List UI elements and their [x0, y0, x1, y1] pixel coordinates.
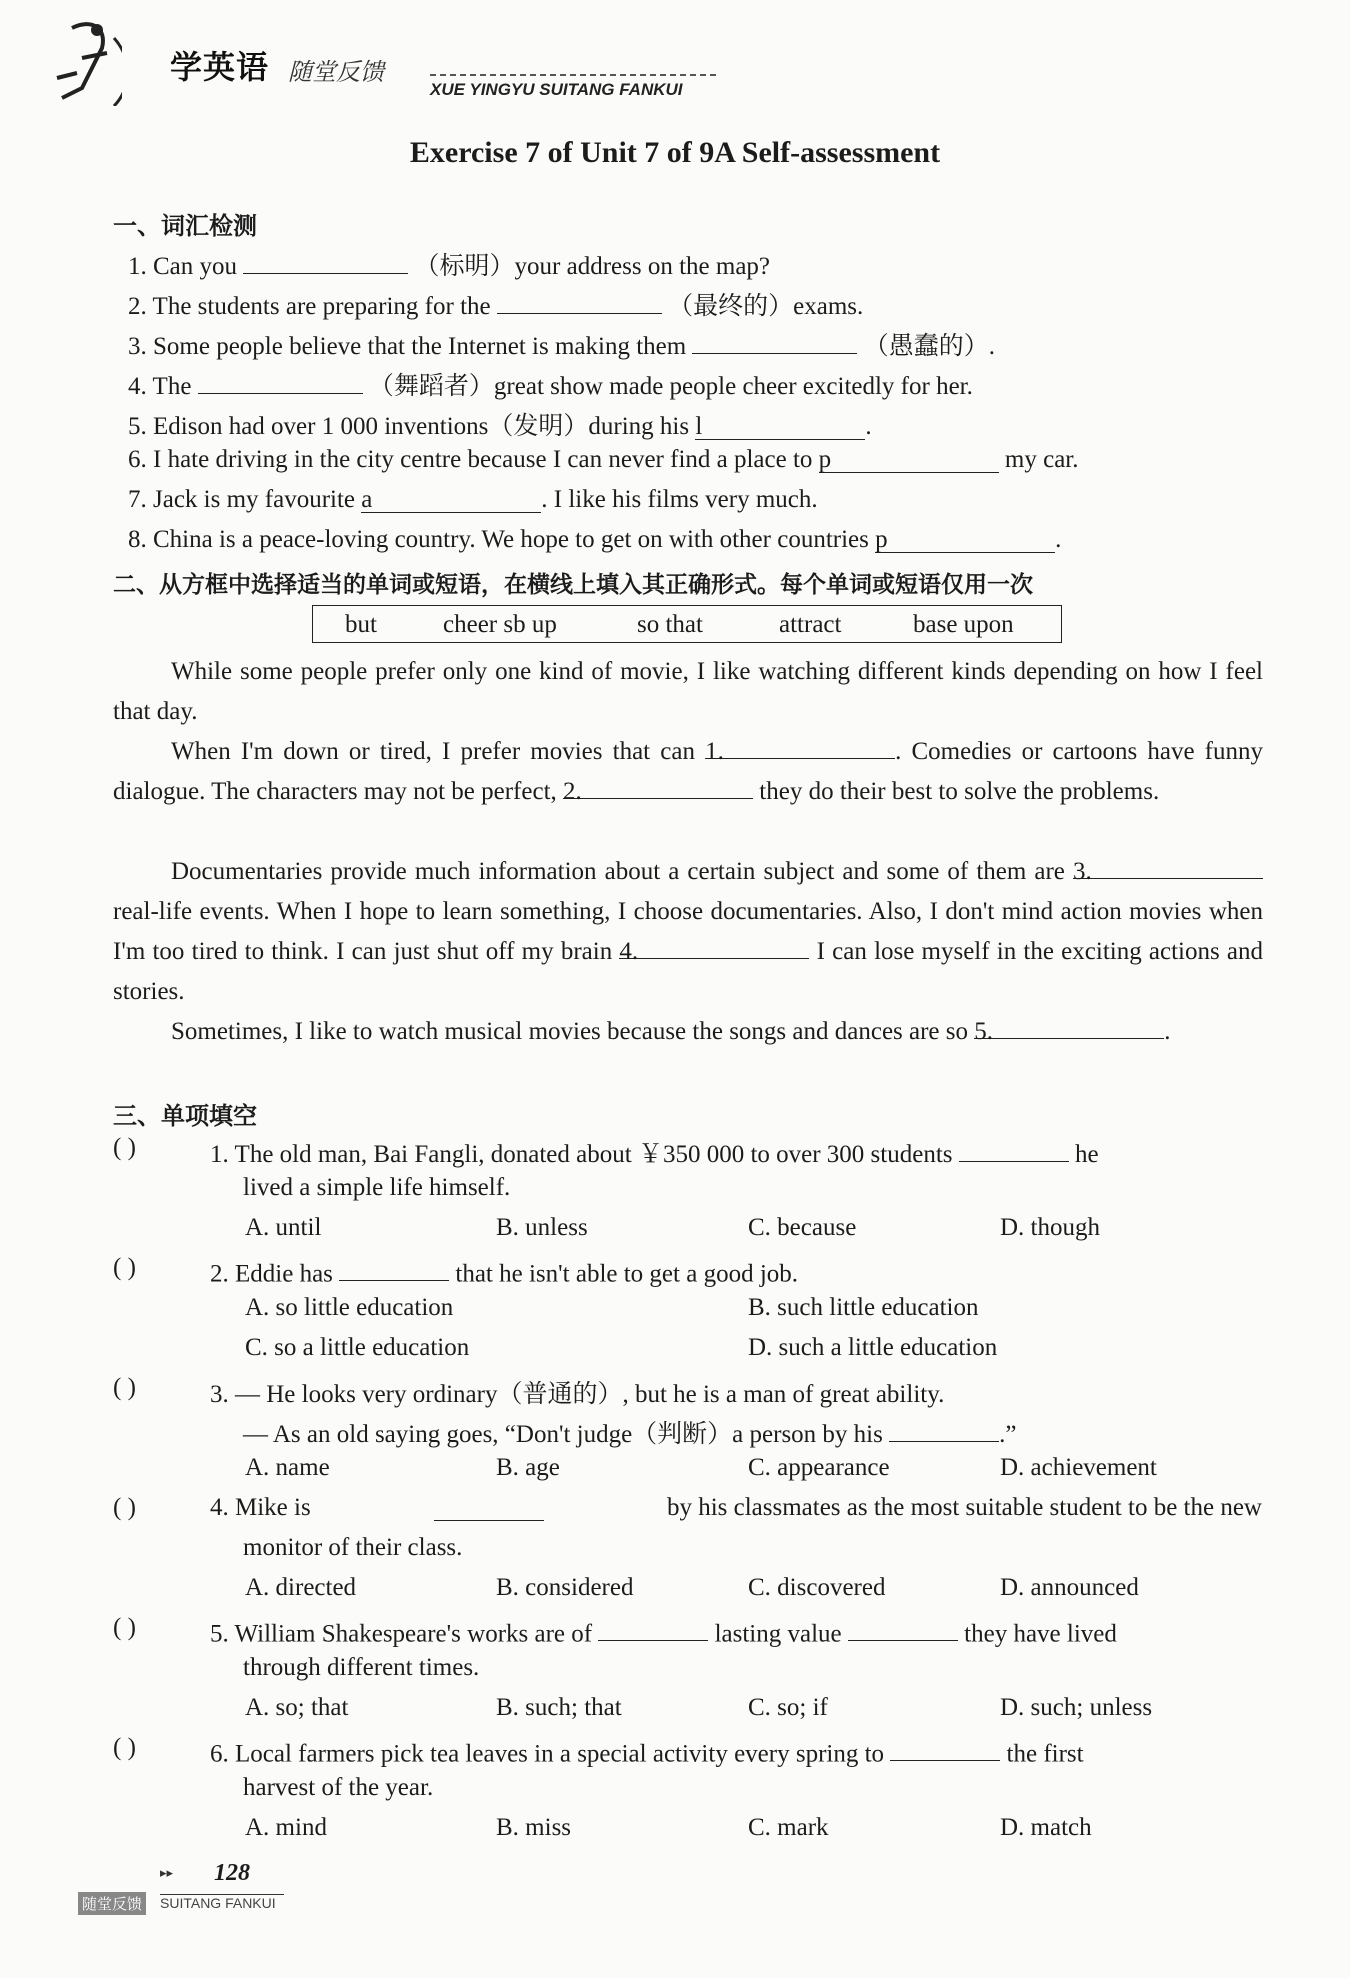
vocab-item-text: 3. Some people believe that the Internet is making them: [128, 333, 687, 360]
option-b[interactable]: B. unless: [496, 1214, 588, 1241]
option-c[interactable]: C. so; if: [748, 1694, 828, 1721]
passage-text: .: [1164, 1018, 1171, 1045]
vocab-item-2: [128, 286, 863, 322]
section-2-heading: 二、从方框中选择适当的单词或短语，在横线上填入其正确形式。每个单词或短语仅用一次: [113, 572, 1033, 598]
vocab-item-8: [128, 526, 1061, 554]
first-letter-hint: p: [875, 526, 888, 553]
option-c[interactable]: C. mark: [748, 1814, 829, 1841]
answer-blank[interactable]: [339, 1254, 449, 1281]
footer-tag: 随堂反馈: [78, 1892, 146, 1915]
answer-blank-2[interactable]: [563, 772, 753, 805]
header-logo: [52, 18, 692, 108]
option-c[interactable]: C. appearance: [748, 1454, 890, 1481]
word-box-item: so that: [637, 611, 703, 638]
word-box-item: base upon: [913, 611, 1014, 638]
passage-text: they do their best to solve the problems.: [759, 778, 1160, 805]
option-b[interactable]: B. such little education: [748, 1294, 979, 1321]
vocab-item-4: [128, 366, 973, 402]
word-box-item: cheer sb up: [443, 611, 557, 638]
option-c[interactable]: C. discovered: [748, 1574, 886, 1601]
passage-paragraph-3: [113, 852, 1263, 1012]
answer-blank[interactable]: [695, 413, 865, 440]
answer-parentheses[interactable]: ( ): [113, 1614, 136, 1641]
vocab-item-text: 2. The students are preparing for the: [128, 293, 491, 320]
question-text: 6. Local farmers pick tea leaves in a special activity every spring to: [210, 1740, 885, 1768]
passage-text: . Comedies or cartoons have funny dialogue. The characters may not be perfect,: [113, 738, 1264, 805]
answer-parentheses[interactable]: ( ): [113, 1494, 136, 1521]
answer-blank-3[interactable]: [1073, 852, 1263, 885]
option-d[interactable]: D. match: [1000, 1814, 1092, 1841]
answer-parentheses[interactable]: ( ): [113, 1734, 136, 1761]
question-text: that he isn't able to get a good job.: [455, 1260, 799, 1288]
vocab-item-text: .: [1055, 526, 1062, 553]
section-1-heading: 一、词汇检测: [113, 212, 257, 240]
blank-number: 4.: [619, 938, 639, 965]
vocab-item-3: [128, 326, 995, 362]
section-3-heading: 三、单项填空: [113, 1102, 257, 1130]
answer-blank[interactable]: [497, 287, 662, 314]
question-2-stem: [210, 1254, 798, 1288]
answer-blank[interactable]: [890, 1734, 1000, 1761]
passage-text: I can lose myself in the exciting actions and stories.: [113, 938, 1264, 1005]
vocab-item-text: 1. Can you: [128, 253, 238, 280]
reading-figure-icon: [52, 18, 122, 106]
question-text: 2. Eddie has: [210, 1260, 333, 1288]
question-text: he: [1075, 1141, 1099, 1168]
passage-paragraph-4: [113, 1012, 1263, 1052]
answer-blank[interactable]: [434, 1494, 544, 1521]
passage-paragraph-1: While some people prefer only one kind of movie, I like watching different kinds depending on how I feel that day.: [113, 658, 1263, 725]
answer-blank[interactable]: [875, 526, 1055, 553]
answer-blank[interactable]: [243, 247, 408, 274]
blank-number: 5.: [974, 1018, 994, 1045]
option-a[interactable]: A. mind: [245, 1814, 327, 1841]
option-d[interactable]: D. announced: [1000, 1574, 1139, 1601]
passage-text: real-life events. When I hope to learn something, I choose documentaries. Also, I don't mind action movies when I'm too tired to think. I can just shut off my brain: [113, 898, 1263, 965]
question-5-stem-cont: through different times.: [243, 1654, 480, 1681]
vocab-item-text: （愚蠢的）.: [863, 333, 995, 360]
header-en-subtitle: XUE YINGYU SUITANG FANKUI: [430, 80, 683, 99]
vocab-item-text: （舞蹈者）great show made people cheer excitedly for her.: [368, 373, 973, 400]
question-text: .”: [999, 1421, 1017, 1448]
option-d[interactable]: D. though: [1000, 1214, 1100, 1241]
question-text: 5. William Shakespeare's works are of: [210, 1620, 593, 1648]
option-d[interactable]: D. achievement: [1000, 1454, 1157, 1481]
vocab-item-text: my car.: [1004, 446, 1079, 473]
vocab-item-text: 8. China is a peace-loving country. We hope to get on with other countries: [128, 526, 869, 553]
question-3-stem: 3. — He looks very ordinary（普通的）, but he is a man of great ability.: [210, 1381, 945, 1408]
vocab-item-text: （最终的）exams.: [668, 293, 864, 320]
answer-blank[interactable]: [889, 1415, 999, 1442]
blank-number: 3.: [1073, 858, 1092, 885]
answer-parentheses[interactable]: ( ): [113, 1134, 136, 1161]
passage-text: Sometimes, I like to watch musical movies because the songs and dances are so: [171, 1018, 969, 1045]
question-1-stem-cont: lived a simple life himself.: [243, 1174, 511, 1201]
page-number: 128: [214, 1860, 250, 1886]
option-d[interactable]: D. such; unless: [1000, 1694, 1153, 1721]
first-letter-hint: a: [361, 486, 373, 513]
question-text: 1. The old man, Bai Fangli, donated about ￥350 000 to over 300 students: [210, 1141, 953, 1168]
question-1-stem: [210, 1134, 1099, 1170]
answer-blank[interactable]: [361, 486, 541, 513]
header-cn-subtitle: 随堂反馈: [288, 58, 384, 86]
question-text: — As an old saying goes, “Don't judge（判断）a person by his: [243, 1421, 883, 1448]
vocab-item-6: [128, 446, 1079, 474]
option-a[interactable]: A. name: [245, 1454, 330, 1481]
footer-arrows-icon: ▸▸: [160, 1866, 174, 1881]
blank-number: 2.: [563, 778, 582, 805]
option-a[interactable]: A. directed: [245, 1574, 357, 1601]
question-4-stem: [210, 1494, 1262, 1522]
answer-blank[interactable]: [819, 446, 999, 473]
option-c[interactable]: C. because: [748, 1214, 857, 1241]
answer-blank-5[interactable]: [974, 1012, 1164, 1045]
answer-blank[interactable]: [598, 1614, 708, 1641]
answer-blank-4[interactable]: [619, 932, 809, 965]
vocab-item-text: . I like his films very much.: [541, 486, 818, 513]
vocab-item-5: [128, 406, 872, 442]
word-box: [312, 605, 1062, 643]
question-text: the first: [1006, 1740, 1084, 1768]
word-box-item: attract: [779, 611, 842, 638]
vocab-item-1: [128, 246, 770, 282]
answer-blank[interactable]: [198, 367, 363, 394]
question-text: they have lived: [964, 1620, 1117, 1648]
option-b[interactable]: B. considered: [496, 1574, 634, 1601]
option-a[interactable]: A. so; that: [245, 1694, 349, 1721]
option-d[interactable]: D. such a little education: [748, 1334, 998, 1361]
answer-blank[interactable]: [692, 327, 857, 354]
option-a[interactable]: A. so little education: [245, 1294, 454, 1321]
passage-paragraph-2: [113, 732, 1263, 812]
answer-parentheses[interactable]: ( ): [113, 1374, 136, 1401]
answer-parentheses[interactable]: ( ): [113, 1254, 136, 1281]
option-b[interactable]: B. miss: [496, 1814, 572, 1841]
question-text: by his classmates as the most suitable student to be the new: [666, 1494, 1262, 1521]
option-c[interactable]: C. so a little education: [245, 1334, 470, 1361]
vocab-item-text: 4. The: [128, 373, 192, 400]
vocab-item-text: .: [865, 413, 872, 440]
word-box-item: but: [345, 611, 377, 638]
answer-blank[interactable]: [848, 1614, 958, 1641]
option-a[interactable]: A. until: [245, 1214, 322, 1241]
header-rule: [430, 74, 716, 76]
answer-blank-1[interactable]: [705, 732, 895, 765]
header-cn-title: 学英语: [170, 48, 270, 86]
first-letter-hint: l: [695, 413, 703, 440]
question-5-stem: [210, 1614, 1117, 1648]
footer-en-label: SUITANG FANKUI: [160, 1894, 284, 1911]
vocab-item-text: （标明）your address on the map?: [414, 253, 771, 280]
passage-text: When I'm down or tired, I prefer movies that can: [171, 738, 695, 765]
question-6-stem: [210, 1734, 1084, 1768]
question-text: 4. Mike is: [210, 1494, 311, 1521]
vocab-item-7: [128, 486, 818, 514]
page-title: Exercise 7 of Unit 7 of 9A Self-assessment: [409, 136, 941, 169]
question-3-stem-cont: [243, 1414, 1016, 1450]
passage-text: Documentaries provide much information about a certain subject and some of them are: [171, 858, 1065, 885]
question-6-stem-cont: harvest of the year.: [243, 1774, 434, 1801]
question-text: lasting value: [714, 1620, 842, 1648]
option-b[interactable]: B. such; that: [496, 1694, 622, 1721]
option-b[interactable]: B. age: [496, 1454, 560, 1481]
blank-number: 1.: [705, 738, 724, 765]
answer-blank[interactable]: [959, 1135, 1069, 1162]
vocab-item-text: 6. I hate driving in the city centre because I can never find a place to: [128, 446, 813, 473]
question-4-stem-cont: monitor of their class.: [243, 1534, 463, 1561]
first-letter-hint: p: [818, 446, 832, 473]
vocab-item-text: 7. Jack is my favourite: [128, 486, 356, 513]
vocab-item-text: 5. Edison had over 1 000 inventions（发明）during his: [128, 413, 690, 440]
